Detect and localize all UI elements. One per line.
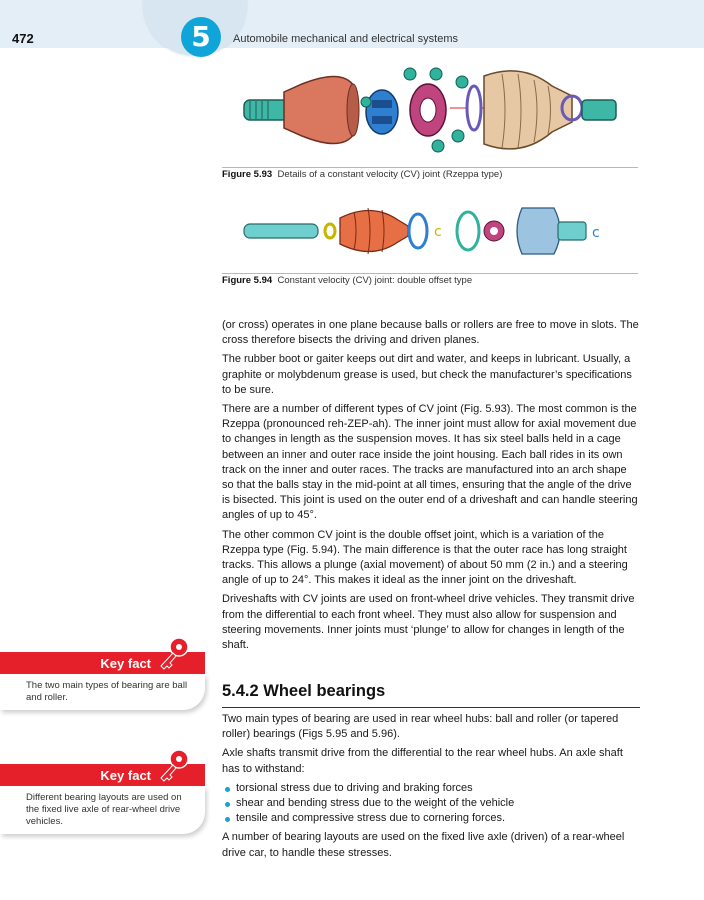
- key-fact-box: [0, 652, 205, 710]
- paragraph: The rubber boot or gaiter keeps out dirt and water, and keeps in lubricant. Usually, a graphite or molybdenum grease is used, but check the manufacturer’s specifications to be sure.: [222, 353, 632, 396]
- figure-5-94-illustration: [222, 200, 638, 266]
- figure-5-94-caption: [222, 275, 472, 286]
- section-heading-rule: [222, 707, 640, 708]
- svg-text:c: c: [592, 225, 600, 241]
- figure-5-93-caption-text: Details of a constant velocity (CV) joint (Rzeppa type): [277, 169, 503, 180]
- paragraph: (or cross) operates in one plane because balls or rollers are free to move in slots. The cross therefore bisects the driving and driven planes.: [222, 319, 639, 347]
- running-title: Automobile mechanical and electrical systems: [233, 33, 458, 45]
- paragraph: Two main types of bearing are used in rear wheel hubs: ball and roller (or tapered roller) bearings (Figs 5.95 and 5.96).: [222, 713, 619, 741]
- key-fact-text: The two main types of bearing are ball and roller.: [0, 674, 205, 710]
- figure-5-93-rule: [222, 167, 638, 168]
- paragraph: Axle shafts transmit drive from the differential to the rear wheel hubs. An axle shaft has to withstand:: [222, 747, 623, 775]
- paragraph: There are a number of different types of CV joint (Fig. 5.93). The most common is the Rzeppa (pronounced reh-ZEP-ah). The inner joint must allow for axial movement due to changes in length as the suspension moves. It has six steel balls held in a cage between an inner and outer race inside the joint housing. Each ball rides in its own track on the inner and outer races. The tracks are manufactured into an arch shape so that the balls stay in the mid-point at all times, ensuring that the angle of the drive is bisected. This joint is used on the outer end of a driveshaft and can handle steering angles of up to 45°.: [222, 403, 638, 522]
- key-fact-title: Key fact: [100, 656, 151, 671]
- figure-5-94-caption-text: Constant velocity (CV) joint: double offset type: [277, 275, 473, 286]
- figure-5-94-label: Figure 5.94: [222, 275, 273, 286]
- key-fact-text: Different bearing layouts are used on the fixed live axle of rear-wheel drive vehicles.: [0, 786, 205, 834]
- key-fact-box: [0, 764, 205, 834]
- chapter-number-badge: 5: [181, 17, 221, 57]
- list-item: tensile and compressive stress due to cornering forces.: [222, 811, 640, 826]
- paragraph: A number of bearing layouts are used on the fixed live axle (driven) of a rear-wheel drive car, to handle these stresses.: [222, 831, 625, 859]
- body-text-section: [222, 712, 640, 865]
- svg-text:c: c: [434, 224, 442, 240]
- key-icon: [155, 748, 191, 788]
- stress-bullet-list: [222, 781, 640, 827]
- key-icon: [155, 636, 191, 676]
- paragraph: The other common CV joint is the double offset joint, which is a variation of the Rzeppa type (Fig. 5.94). The main difference is that the outer race has long straight tracks. This allows a plunge (axial movement) of about 50 mm (2 in.) and a steering angle of up to 24°. This makes it ideal as the inner joint on the driveshaft.: [222, 528, 628, 587]
- figure-5-93-label: Figure 5.93: [222, 169, 273, 180]
- body-text-top: [222, 318, 640, 657]
- figure-5-93-caption: [222, 169, 502, 180]
- list-item: shear and bending stress due to the weight of the vehicle: [222, 796, 640, 811]
- figure-5-94-rule: [222, 273, 638, 274]
- key-fact-title: Key fact: [100, 768, 151, 783]
- figure-5-93-illustration: [222, 62, 638, 162]
- paragraph: Driveshafts with CV joints are used on front-wheel drive vehicles. They transmit drive from the differential to each front wheel. They must also allow for suspension and steering movements. Inner joints must ‘plunge’ to allow for changes in length of the shaft.: [222, 593, 635, 652]
- page-number: 472: [12, 31, 34, 46]
- section-heading: 5.4.2 Wheel bearings: [222, 682, 386, 700]
- list-item: torsional stress due to driving and braking forces: [222, 781, 640, 796]
